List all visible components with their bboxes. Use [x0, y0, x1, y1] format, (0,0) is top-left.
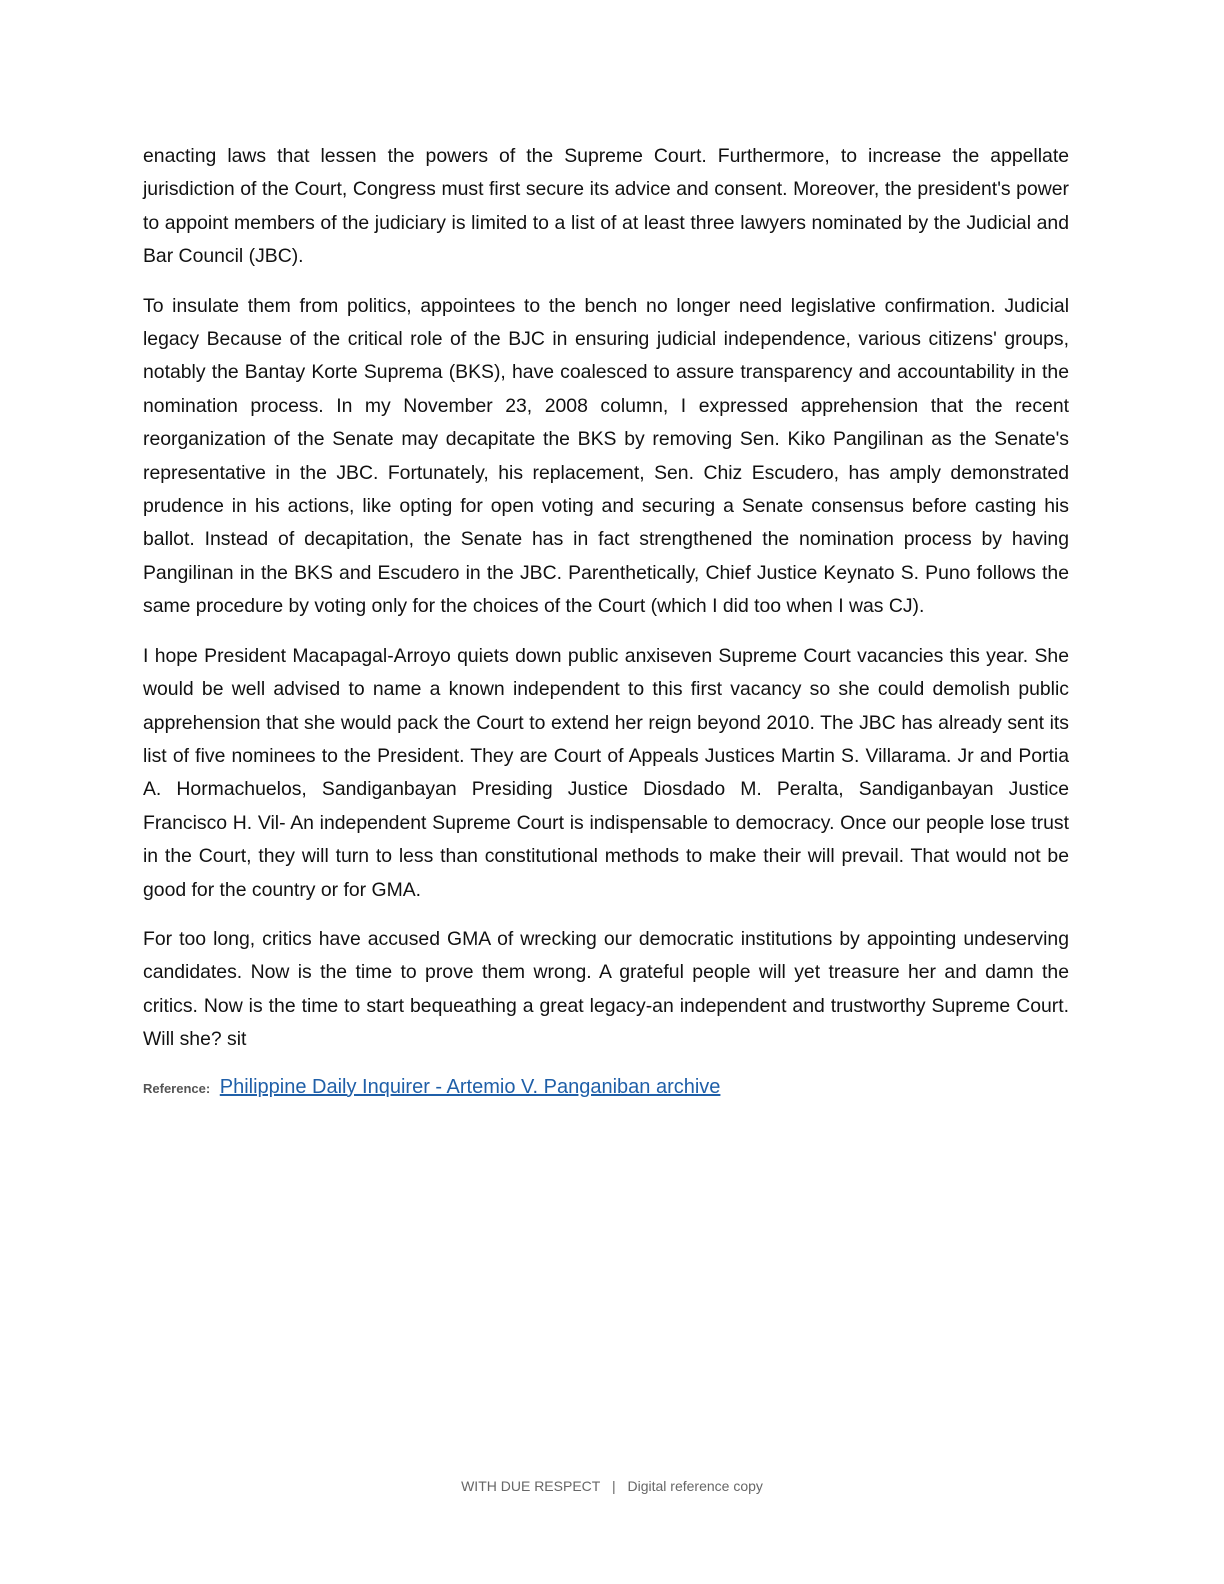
document-body [143, 140, 1069, 1103]
footer-title: WITH DUE RESPECT [461, 1478, 601, 1494]
body-paragraph-1: enacting laws that lessen the powers of the Supreme Court. Furthermore, to increase the appellate jurisdiction of the Court, Congress must first secure its advice and consent. Moreover, the president's power to appoint members of the judiciary is limited to a list of at least three lawyers nominated by the Judicial and Bar Council (JBC). [143, 145, 1069, 268]
body-paragraph-4: For too long, critics have accused GMA of wrecking our democratic institutions by appointing undeserving candidates. Now is the time to prove them wrong. A grateful people will yet treasure her and damn the critics. Now is the time to start bequeathing a great legacy-an independent and trustworthy Supreme Court. Will she? sit [143, 927, 1069, 1051]
body-paragraph-2: To insulate them from politics, appointees to the bench no longer need legislative confirmation. Judicial legacy Because of the critical role of the BJC in ensuring judicial independence, various citizens' groups, notably the Bantay Korte Suprema (BKS), have coalesced to assure transparency and accountability in the nomination process. In my November 23, 2008 column, I expressed apprehension that the recent reorganization of the Senate may decapitate the BKS by removing Sen. Kiko Pangilinan as the Senate's representative in the JBC. Fortunately, his replacement, Sen. Chiz Escudero, has amply demonstrated prudence in his actions, like opting for open voting and securing a Senate consensus before casting his ballot. Instead of decapitation, the Senate has in fact strengthened the nomination process by having Pangilinan in the BKS and Escudero in the JBC. Parenthetically, Chief Justice Keynato S. Puno follows the same procedure by voting only for the choices of the Court (which I did too when I was CJ). [143, 294, 1069, 618]
reference-line [143, 1073, 1069, 1103]
footer-subtitle: Digital reference copy [627, 1478, 763, 1494]
reference-label: Reference: [143, 1080, 211, 1096]
reference-link[interactable]: Philippine Daily Inquirer - Artemio V. Panganiban archive [219, 1075, 721, 1098]
page-footer [0, 1478, 1224, 1494]
footer-separator: | [611, 1478, 616, 1494]
body-paragraph-3: I hope President Macapagal-Arroyo quiets down public anxiseven Supreme Court vacancies this year. She would be well advised to name a known independent to this first vacancy so she could demolish public apprehension that she would pack the Court to extend her reign beyond 2010. The JBC has already sent its list of five nominees to the President. They are Court of Appeals Justices Martin S. Villarama. Jr and Portia A. Hormachuelos, Sandiganbayan Presiding Justice Diosdado M. Peralta, Sandiganbayan Justice Francisco H. Vil- An independent Supreme Court is indispensable to democracy. Once our people lose trust in the Court, they will turn to less than constitutional methods to make their will prevail. That would not be good for the country or for GMA. [143, 644, 1069, 901]
